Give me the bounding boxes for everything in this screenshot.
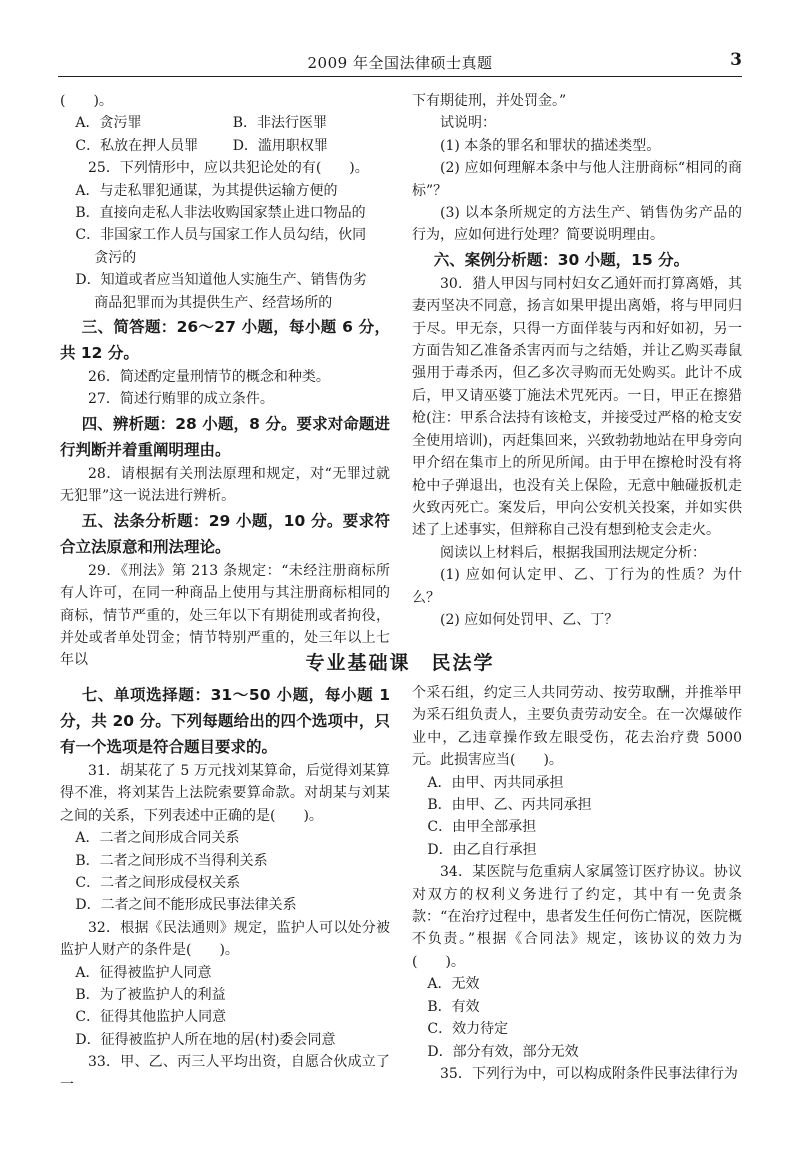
q29-sub-1: (1) 本条的罪名和罪状的描述类型。: [440, 137, 661, 154]
q30-read: 阅读以上材料后，根据我国刑法规定分析：: [440, 544, 706, 561]
q32-option-c: C．征得其他监护人同意: [75, 1009, 227, 1026]
q28: 28．请根据有关刑法原理和规定，对“无罪过就无犯罪”这一说法进行辨析。: [60, 465, 390, 505]
q26: 26．简述酌定量刑情节的概念和种类。: [88, 369, 330, 386]
q32-option-d: D．征得被监护人所在地的居(村)委会同意: [75, 1031, 336, 1048]
q31-option-a: A．二者之间形成合同关系: [75, 830, 240, 847]
q25-option-a: A．与走私罪犯通谋，为其提供运输方便的: [75, 182, 338, 199]
q33-option-b: B．由甲、乙、丙共同承担: [427, 797, 592, 814]
q24-option-a: A．贪污罪: [75, 115, 142, 132]
q33-stem: 33．甲、乙、丙三人平均出资，自愿合伙成立了一: [60, 1054, 390, 1093]
q24-option-c: C．私放在押人员罪: [75, 137, 199, 154]
q35-stem: 35．下列行为中，可以构成附条件民事法律行为: [440, 1065, 738, 1082]
q33-option-a: A．由甲、丙共同承担: [427, 774, 564, 791]
q32-option-a: A．征得被监护人同意: [75, 964, 212, 981]
q34-option-c: C．效力待定: [427, 1021, 509, 1038]
q30-sub-2: (2) 应如何处罚甲、乙、丁？: [440, 611, 619, 628]
q34-option-d: D．部分有效，部分无效: [427, 1043, 579, 1060]
q29-prompt: 试说明：: [440, 115, 496, 132]
q27: 27．简述行贿罪的成立条件。: [88, 391, 274, 408]
page-number: 3: [730, 50, 742, 70]
q25-option-c-cont: 贪污的: [94, 249, 137, 266]
q25-stem: 25．下列情形中，应以共犯论处的有( )。: [88, 160, 369, 177]
q25-option-d-cont: 商品犯罪而为其提供生产、经营场所的: [94, 294, 333, 311]
q29-stem: 29．《刑法》第 213 条规定：“未经注册商标所有人许可，在同一种商品上使用与其注册商标相同的商标，情节严重的，处三年以下有期徒刑或者拘役，并处或者单处罚金；情节特别严重的，处三年以上七年以: [60, 562, 390, 669]
q29-tail: 下有期徒刑，并处罚金。”: [412, 93, 567, 109]
q29-sub-2: (2) 应如何理解本条中与他人注册商标“相同的商标”？: [412, 160, 742, 199]
q31-option-c: C．二者之间形成侵权关系: [75, 875, 241, 892]
column-bottom-left: [60, 682, 390, 1096]
q34-option-a: A．无效: [427, 976, 480, 993]
q29-sub-3: (3) 以本条所规定的方法生产、销售伪劣产品的行为，应如何进行处理？简要说明理由。: [412, 205, 742, 244]
q34-stem: 34．某医院与危重病人家属签订医疗协议。协议对双方的权利义务进行了约定，其中有一免责条款：“在治疗过程中，患者发生任何伤亡情况，医院概不负责。”根据《合同法》规定，该协议的效力为( )。: [412, 864, 742, 970]
column-bottom-right: [412, 682, 742, 1085]
q24-options-row-1: [60, 112, 390, 134]
subject-title: 专业基础课 民法学: [305, 652, 495, 674]
q25-option-c: C．非国家工作人员与国家工作人员勾结，伙同: [75, 227, 367, 244]
q25-option-d: D．知道或者应当知道他人实施生产、销售伪劣: [75, 272, 367, 289]
q32-option-b: B．为了被监护人的利益: [75, 987, 226, 1004]
section-7-heading: 七、单项选择题：31～50 小题，每小题 1 分，共 20 分。下列每题给出的四个选项中，只有一个选项是符合题目要求的。: [60, 686, 390, 756]
q33-tail: 个采石组，约定三人共同劳动、按劳取酬，并推举甲为采石组负责人，主要负责劳动安全。在一次爆破作业中，乙违章操作致左眼受伤，花去治疗费 5000 元。此损害应当( )。: [412, 685, 742, 769]
q33-option-d: D．由乙自行承担: [427, 841, 537, 858]
q31-stem: 31．胡某花了 5 万元找刘某算命，后觉得刘某算得不准，将刘某告上法院索要算命款。对胡某与刘某之间的关系，下列表述中正确的是( )。: [60, 763, 390, 824]
header-rule: [58, 76, 742, 77]
q24-option-d: D．滥用职权罪: [232, 137, 328, 154]
section-4-heading: 四、辨析题：28 小题，8 分。要求对命题进行判断并着重阐明理由。: [60, 414, 390, 459]
q31-option-d: D．二者之间不能形成民事法律关系: [75, 897, 297, 914]
q31-option-b: B．二者之间形成不当得利关系: [75, 852, 268, 869]
q30-sub-1: (1) 应如何认定甲、乙、丁行为的性质？为什么？: [412, 567, 742, 606]
header-title: 2009 年全国法律硕士真题: [307, 54, 493, 72]
q24-options-row-2: [60, 135, 390, 157]
q33-option-c: C．由甲全部承担: [427, 819, 537, 836]
column-top-left: [60, 90, 390, 672]
q34-option-b: B．有效: [427, 998, 480, 1015]
q30-case: 30．猎人甲因与同村妇女乙通奸而打算离婚，其妻丙坚决不同意，扬言如果甲提出离婚，将与甲同归于尽。甲无奈，只得一方面佯装与丙和好如初，另一方面告知乙准备杀害丙而与之结婚，并让乙购买毒鼠强用于毒杀丙，但乙多次寻购而无处购买。此计不成后，甲又请巫婆丁施法术咒死丙。一日，甲正在擦猎枪(注：甲系合法持有该枪支，并接受过严格的枪支安全使用培训)，丙赶集回来，兴致勃勃地站在甲身旁向甲介绍在集市上的所见所闻。由于甲在擦枪时没有将枪中子弹退出，也没有关上保险，无意中触碰扳机走火致丙死亡。案发后，甲向公安机关投案，并如实供述了上述事实，但辩称自己没有想到枪支会走火。: [412, 275, 742, 539]
q24-option-b: B．非法行医罪: [232, 115, 327, 132]
q25-option-b: B．直接向走私人非法收购国家禁止进口物品的: [75, 205, 366, 222]
section-6-heading: 六、案例分析题：30 小题，15 分。: [433, 250, 690, 269]
column-top-right: [412, 90, 742, 631]
q32-stem: 32．根据《民法通则》规定，监护人可以处分被监护人财产的条件是( )。: [60, 919, 390, 959]
q24-tail: ( )。: [60, 93, 113, 109]
section-3-heading: 三、简答题：26～27 小题，每小题 6 分，共 12 分。: [60, 318, 390, 363]
section-5-heading: 五、法条分析题：29 小题，10 分。要求符合立法原意和刑法理论。: [60, 511, 390, 556]
